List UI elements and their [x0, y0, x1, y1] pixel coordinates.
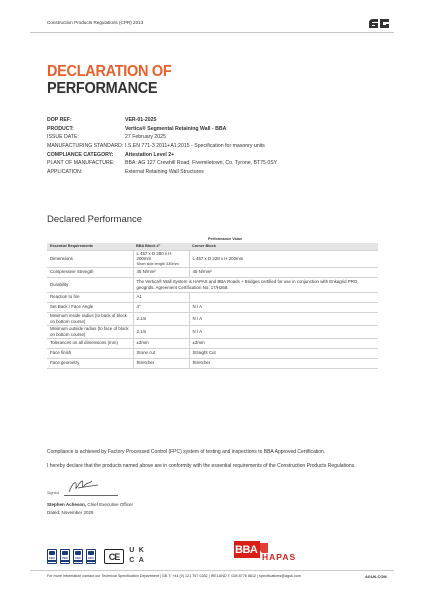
bba-block-cell [133, 338, 189, 348]
bba-block-cell [133, 325, 189, 338]
info-key: MANUFACTURING STANDARD: [47, 143, 124, 150]
signature-line [64, 495, 118, 496]
regulation-header: Construction Products Regulations (CPR) 2013 [47, 20, 144, 25]
corner-block-cell: Straight Cut [189, 348, 378, 358]
requirement-cell: Minimum inside radius (to back of block on bottom course) [47, 312, 133, 325]
requirement-cell: Reaction to fire [47, 292, 133, 302]
signer-role: Chief Executive Officer [86, 502, 134, 507]
table-row [47, 358, 378, 368]
performance-table [47, 243, 378, 369]
requirement-cell: Compressive Strength [47, 267, 133, 277]
footer-contact: For more information contact our Technical Specification Department | GB T: +44 (0) 121 767 0282 | IRELAND T: 028 8776 8812 | specifications@aguk.com [47, 574, 301, 578]
bba-block-value: Stretcher [136, 360, 155, 366]
info-value: 27 February 2025 [125, 134, 166, 141]
table-row [47, 338, 378, 348]
corner-block-cell: N / A [189, 325, 378, 338]
table-row [47, 277, 378, 292]
signer [47, 502, 133, 507]
info-row [47, 142, 387, 151]
requirement-cell: Face finish [47, 348, 133, 358]
performance-value-label: Performance Value [208, 237, 243, 241]
info-key: PLANT OF MANUFACTURE: [47, 160, 115, 167]
table-row [47, 292, 378, 302]
corner-block-cell: ±3mm [189, 338, 378, 348]
requirement-cell: Dimensions [47, 250, 133, 267]
header-rule [30, 32, 394, 33]
iso-badge-icon: ISO [73, 549, 83, 564]
info-key: ISSUE DATE: [47, 134, 79, 141]
bba-block-cell [133, 267, 189, 277]
col-header-requirements: Essential Requirements [47, 243, 133, 250]
info-row [47, 159, 387, 168]
table-row [47, 312, 378, 325]
bba-block-cell [133, 292, 189, 302]
info-row [47, 150, 387, 159]
bba-block-value: ±3mm [136, 340, 149, 346]
bba-block-value: Stone cut [136, 350, 156, 356]
signer-name: Stephen Acheson, [47, 502, 87, 507]
bba-block-value: 4° [136, 304, 141, 310]
page-title [47, 63, 171, 98]
info-value: Attestation Level 2+ [125, 151, 175, 158]
info-key: DOP REF: [47, 117, 72, 124]
requirement-cell: Face geometry [47, 358, 133, 368]
iso-badge-icon: ISO [47, 549, 57, 564]
requirement-cell: Durability [47, 277, 133, 292]
title-line-2: PERFORMANCE [47, 80, 158, 98]
info-value: BBA: AG 127 Crewhill Road, Fivemiletown, Co. Tyrone, BT75 0SY [125, 160, 278, 167]
col-header-bba-block: BBA Block 4" [133, 243, 189, 250]
footer-website-link[interactable]: AGUK.COM [365, 574, 387, 579]
bba-block-value: 2.1m [136, 315, 147, 321]
corner-block-cell: N / A [189, 302, 378, 312]
bba-block-cell [133, 250, 189, 267]
bba-block-cell [133, 302, 189, 312]
signed-label: Signed [47, 491, 59, 495]
corner-block-cell [189, 292, 378, 302]
info-key: COMPLIANCE CATEGORY: [47, 151, 114, 158]
ce-mark-icon: CE [104, 549, 124, 564]
info-row [47, 125, 387, 134]
info-value: Vertica® Segmental Retaining Wall - BBA [125, 125, 227, 132]
corner-block-cell: L 457 x D 228 x H 200mm [189, 250, 378, 267]
requirement-cell: Tolerances on all dimensions (mm) [47, 338, 133, 348]
requirement-cell: Minimum outside radius (to face of block on bottom course) [47, 325, 133, 338]
title-line-1: DECLARATION OF [47, 63, 172, 81]
bba-block-value: A1 [136, 294, 142, 300]
corner-block-cell: Stretcher [189, 358, 378, 368]
info-row [47, 168, 387, 177]
table-row [47, 302, 378, 312]
iso-badge-icon: ISO [60, 549, 70, 564]
info-key: PRODUCT: [47, 125, 74, 132]
bba-block-note: Short side length 330mm [136, 261, 179, 266]
info-value: VER-01-2025 [125, 117, 157, 124]
info-value: External Retaining Wall Structures [125, 168, 204, 175]
corner-block-cell: 45 N/mm² [189, 267, 378, 277]
info-key: APPLICATION: [47, 168, 83, 175]
declared-performance-heading: Declared Performance [47, 214, 143, 225]
durability-cell: The Vertica® Wall System is HAPAS and BBA Roads + Bridges certified for use in conjunction with Enkagrid PRO geogrids. Agreement Certification No. 17/H268. [133, 277, 378, 292]
table-row [47, 348, 378, 358]
requirement-cell: Set Back / Face Angle [47, 302, 133, 312]
info-row [47, 133, 387, 142]
certification-badges [47, 547, 146, 566]
table-row [47, 325, 378, 338]
footer-rule [30, 570, 394, 571]
declaration-text: I hereby declare that the products named above are in conformity with the essential requirements of the Construction Products Regulations. [47, 463, 356, 469]
bba-block-value: 2.1m [136, 328, 147, 334]
corner-block-cell: N / A [189, 312, 378, 325]
info-value: I.S.EN 771-3 2011+A1:2015 - Specification for masonry units [125, 143, 265, 150]
info-row [47, 116, 387, 125]
product-info [47, 116, 387, 176]
iso-badge-icon: ISO [86, 549, 96, 564]
table-row [47, 250, 378, 267]
ag-logo-icon [368, 18, 390, 29]
table-row [47, 267, 378, 277]
hapas-logo: HAPAS [262, 552, 297, 562]
bba-block-value: L 457 x D 280 x H 200mm [136, 250, 172, 262]
dated: Dated: November 2025 [47, 510, 94, 515]
bba-block-cell [133, 312, 189, 325]
ukca-mark-icon: U K C A [129, 547, 144, 564]
compliance-text: Compliance is achieved by Factory Processed Control (FPC) system of testing and inspections to BBA Approved Certification. [47, 449, 326, 455]
signature-image [66, 478, 100, 495]
bba-block-cell [133, 358, 189, 368]
col-header-corner-block: Corner Block [189, 243, 378, 250]
bba-logo-text: BBA [235, 544, 258, 556]
bba-block-value: 45 N/mm² [136, 269, 156, 275]
bba-block-cell [133, 348, 189, 358]
